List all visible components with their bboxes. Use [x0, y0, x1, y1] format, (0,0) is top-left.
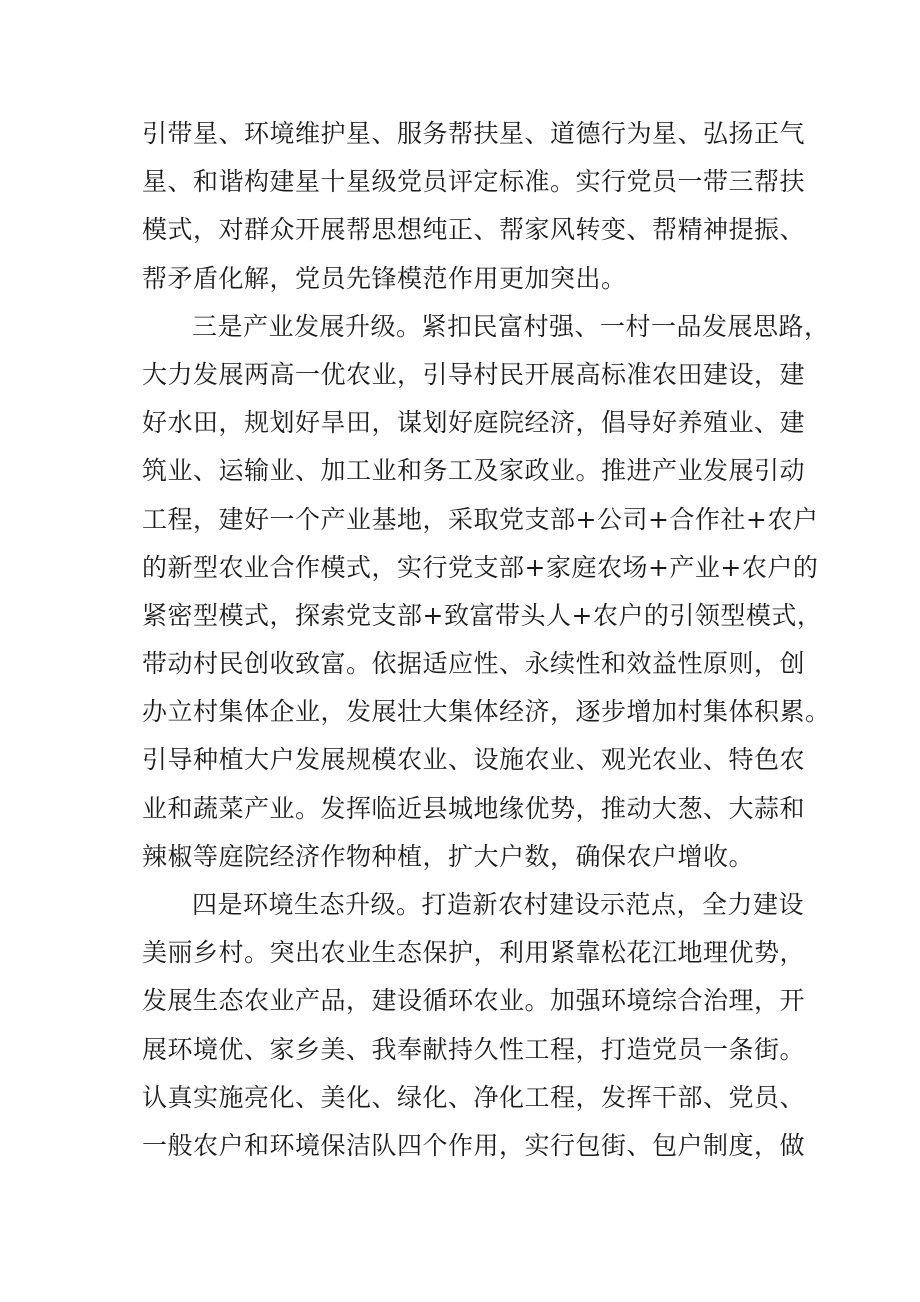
text-line-9: 工程，建好一个产业基地，采取党支部+公司+合作社+农户 [142, 504, 819, 534]
text-line-11: 紧密型模式，探索党支部+致富带头人+农户的引领型模式， [142, 600, 823, 630]
text-line-14: 引导种植大户发展规模农业、设施农业、观光农业、特色农 [142, 745, 806, 775]
text-line-21: 认真实施亮化、美化、绿化、净化工程，发挥干部、党员、 [142, 1082, 806, 1112]
text-line-22: 一般农户和环境保洁队四个作用，实行包街、包户制度，做 [142, 1130, 806, 1160]
text-line-8: 筑业、运输业、加工业和务工及家政业。推进产业发展引动 [142, 456, 806, 486]
text-line-6: 大力发展两高一优农业，引导村民开展高标准农田建设，建 [142, 359, 806, 389]
text-line-15: 业和蔬菜产业。发挥临近县城地缘优势，推动大葱、大蒜和 [142, 793, 806, 823]
paragraph-3-heading-line: 三是产业发展升级。紧扣民富村强、一村一品发展思路， [192, 311, 830, 341]
text-line-12: 带动村民创收致富。依据适应性、永续性和效益性原则，创 [142, 649, 806, 679]
text-line-4: 帮矛盾化解，党员先锋模范作用更加突出。 [142, 263, 627, 293]
text-line-16: 辣椒等庭院经济作物种植，扩大户数，确保农户增收。 [142, 841, 755, 871]
text-line-19: 发展生态农业产品，建设循环农业。加强环境综合治理，开 [142, 986, 806, 1016]
text-line-10: 的新型农业合作模式，实行党支部+家庭农场+产业+农户的 [142, 552, 819, 582]
text-line-3: 模式，对群众开展帮思想纯正、帮家风转变、帮精神提振、 [142, 215, 806, 245]
text-line-7: 好水田，规划好旱田，谋划好庭院经济，倡导好养殖业、建 [142, 408, 806, 438]
text-line-18: 美丽乡村。突出农业生态保护，利用紧靠松花江地理优势， [142, 938, 806, 968]
text-line-2: 星、和谐构建星十星级党员评定标准。实行党员一带三帮扶 [142, 167, 806, 197]
document-page [142, 110, 831, 1170]
text-line-20: 展环境优、家乡美、我奉献持久性工程，打造党员一条街。 [142, 1034, 806, 1064]
text-line-13: 办立村集体企业，发展壮大集体经济，逐步增加村集体积累。 [142, 697, 831, 727]
paragraph-4-heading-line: 四是环境生态升级。打造新农村建设示范点，全力建设 [192, 890, 805, 919]
text-line-1: 引带星、环境维护星、服务帮扶星、道德行为星、弘扬正气 [142, 119, 806, 148]
